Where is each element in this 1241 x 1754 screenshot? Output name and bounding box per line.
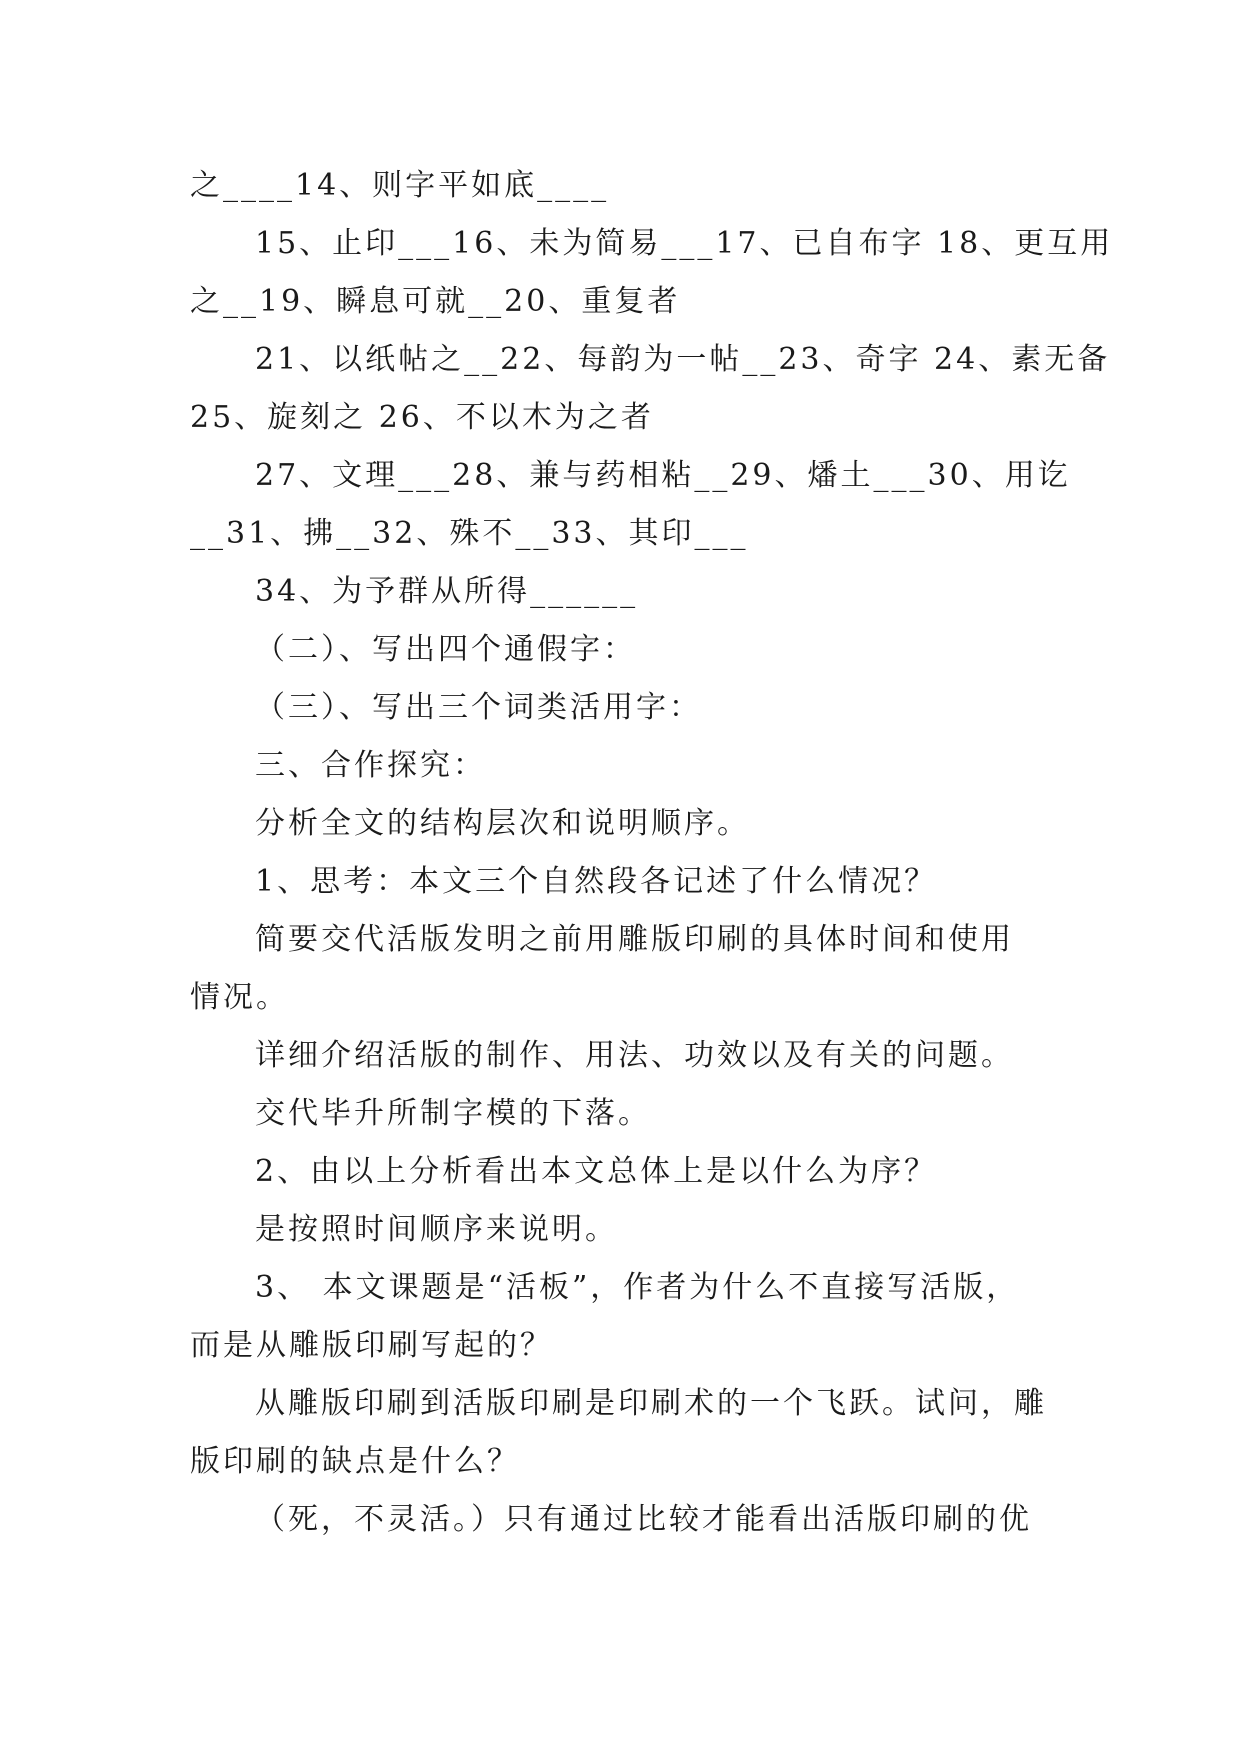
text-line: （死，不灵活。）只有通过比较才能看出活版印刷的优 bbox=[255, 1502, 1032, 1537]
text-line: 版印刷的缺点是什么？ bbox=[190, 1444, 520, 1479]
text-line: （三）、写出三个词类活用字： bbox=[255, 690, 702, 725]
text-line: 从雕版印刷到活版印刷是印刷术的一个飞跃。试问，雕 bbox=[255, 1386, 1047, 1421]
question-line: 3、 本文课题是“活板”，作者为什么不直接写活版， bbox=[255, 1270, 1020, 1305]
question-line: 2、由以上分析看出本文总体上是以什么为序？ bbox=[255, 1154, 938, 1189]
question-line: 1、思考：本文三个自然段各记述了什么情况？ bbox=[255, 864, 938, 899]
text-line: 详细介绍活版的制作、用法、功效以及有关的问题。 bbox=[255, 1038, 1014, 1073]
text-line: 分析全文的结构层次和说明顺序。 bbox=[255, 806, 750, 841]
section-heading: 三、合作探究： bbox=[255, 748, 486, 783]
text-line: 25、旋刻之 26、不以木为之者 bbox=[190, 400, 654, 435]
text-line: 情况。 bbox=[190, 980, 289, 1015]
text-line: 之__19、瞬息可就__20、重复者 bbox=[190, 284, 681, 319]
text-line: 而是从雕版印刷写起的？ bbox=[190, 1328, 553, 1363]
text-line: 简要交代活版发明之前用雕版印刷的具体时间和使用 bbox=[255, 922, 1014, 957]
text-line: 15、止印___16、未为简易___17、已自布字 18、更互用 bbox=[255, 226, 1114, 261]
text-line: 交代毕升所制字模的下落。 bbox=[255, 1096, 651, 1131]
text-line: 27、文理___28、兼与药相粘__29、燔土___30、用讫 bbox=[255, 458, 1071, 493]
text-line: 34、为予群从所得______ bbox=[255, 574, 639, 609]
text-line: 21、以纸帖之__22、每韵为一帖__23、奇字 24、素无备 bbox=[255, 342, 1111, 377]
text-line: 是按照时间顺序来说明。 bbox=[255, 1212, 618, 1247]
text-line: 之____14、则字平如底____ bbox=[190, 168, 610, 203]
text-line: __31、拂__32、殊不__33、其印___ bbox=[190, 516, 749, 551]
text-line: （二）、写出四个通假字： bbox=[255, 632, 636, 667]
